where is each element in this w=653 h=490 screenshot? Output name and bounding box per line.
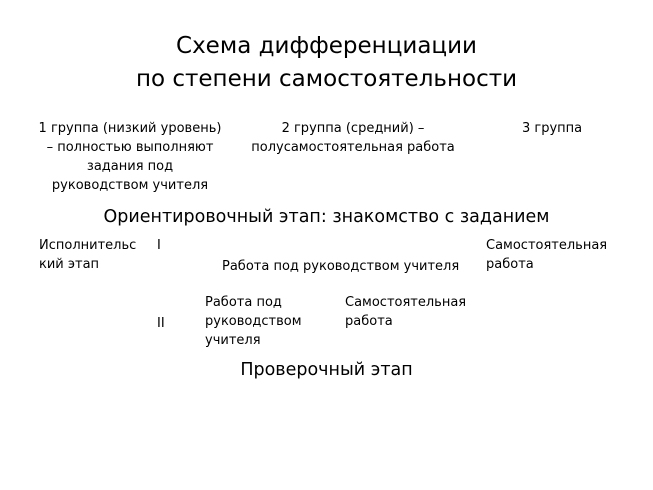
title-line-1: Схема дифференциации: [176, 33, 477, 59]
variant-2-independent-line-2: работа: [345, 314, 393, 329]
variant-2-guided-line-1: Работа под: [205, 295, 282, 310]
group-2-label: 2 группа (средний) –: [281, 121, 425, 136]
variant-1-independent-work: [486, 236, 607, 274]
group-3-label: 3 группа: [522, 121, 583, 136]
check-stage-heading: Проверочный этап: [240, 360, 413, 380]
exec-stage-label-line-1: Исполнительс: [39, 238, 137, 253]
variant-2-guided-line-3: учителя: [205, 333, 261, 348]
variant-1-independent-line-2: работа: [486, 257, 534, 272]
group-3: [522, 119, 582, 138]
variant-1-guided-work: Работа под руководством учителя: [222, 259, 460, 274]
variant-2-independent-work: [345, 293, 466, 331]
group-1-line-3: руководством учителя: [51, 178, 209, 193]
group-2: [248, 119, 458, 157]
variant-2-guided-line-2: руководством: [205, 314, 302, 329]
group-1-label: 1 группа (низкий уровень): [38, 121, 222, 136]
group-1-line-1: – полностью выполняют: [46, 140, 214, 155]
page-title: [0, 30, 653, 96]
title-line-2: по степени самостоятельности: [135, 66, 518, 92]
variant-1-numeral: I: [157, 238, 161, 253]
variant-1-independent-line-1: Самостоятельная: [486, 238, 608, 253]
exec-stage-label-line-2: кий этап: [39, 257, 100, 272]
variant-2-guided-work: [205, 293, 302, 350]
exec-stage-label: [39, 236, 136, 274]
variant-2-independent-line-1: Самостоятельная: [345, 295, 467, 310]
group-2-line-1: полусамостоятельная работа: [251, 140, 455, 155]
group-1: [30, 119, 230, 195]
variant-2-numeral: II: [157, 316, 165, 331]
group-1-line-2: задания под: [86, 159, 174, 174]
orientation-stage-heading: Ориентировочный этап: знакомство с заданием: [103, 207, 550, 227]
